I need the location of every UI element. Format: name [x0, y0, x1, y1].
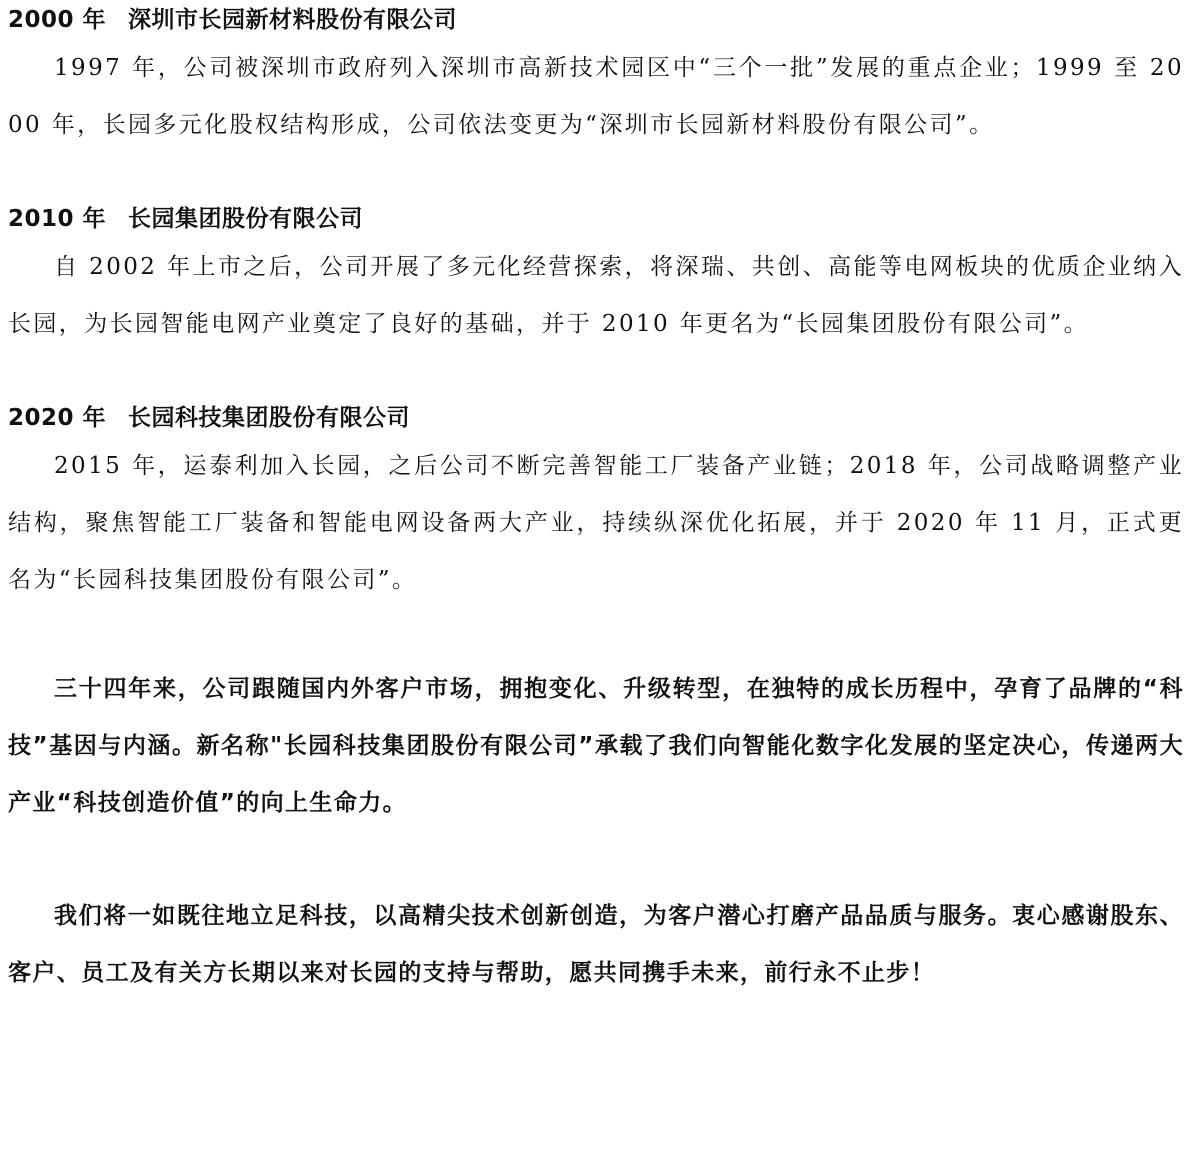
- section-year: 2010 年: [8, 206, 107, 232]
- spacer: [8, 154, 1184, 199]
- section-paragraph: 1997 年，公司被深圳市政府列入深圳市高新技术园区中“三个一批”发展的重点企业；1999 至 2000 年，长园多元化股权结构形成，公司依法变更为“深圳市长园新材料股份有限公司”。: [8, 55, 1184, 138]
- section-heading: [8, 199, 1184, 239]
- section-paragraph: 自 2002 年上市之后，公司开展了多元化经营探索，将深瑞、共创、高能等电网板块的优质企业纳入长园，为长园智能电网产业奠定了良好的基础，并于 2010 年更名为“长园集团股份有限公司”。: [8, 254, 1184, 337]
- section-heading: [8, 0, 1184, 40]
- history-section-2020: [8, 398, 1184, 609]
- history-section-2000: [8, 0, 1184, 154]
- spacer: [8, 609, 1184, 661]
- history-section-2010: [8, 199, 1184, 353]
- section-paragraph: 2015 年，运泰利加入长园，之后公司不断完善智能工厂装备产业链；2018 年，公司战略调整产业结构，聚焦智能工厂装备和智能电网设备两大产业，持续纵深优化拓展，并于 2020 年 11 月，正式更名为“长园科技集团股份有限公司”。: [8, 453, 1184, 593]
- section-year: 2020 年: [8, 405, 107, 431]
- document-page: [8, 0, 1184, 1002]
- section-year: 2000 年: [8, 7, 107, 33]
- closing-paragraph-1: 三十四年来，公司跟随国内外客户市场，拥抱变化、升级转型，在独特的成长历程中，孕育了品牌的“科技”基因与内涵。新名称"长园科技集团股份有限公司”承载了我们向智能化数字化发展的坚定决心，传递两大产业“科技创造价值”的向上生命力。: [8, 676, 1184, 816]
- section-company: 长园集团股份有限公司: [128, 206, 364, 232]
- closing-paragraph-2: 我们将一如既往地立足科技，以高精尖技术创新创造，为客户潜心打磨产品品质与服务。衷心感谢股东、客户、员工及有关方长期以来对长园的支持与帮助，愿共同携手未来，前行永不止步！: [8, 903, 1184, 986]
- section-heading: [8, 398, 1184, 438]
- section-company: 长园科技集团股份有限公司: [128, 405, 411, 431]
- spacer: [8, 832, 1184, 888]
- spacer: [8, 353, 1184, 398]
- section-company: 深圳市长园新材料股份有限公司: [128, 7, 458, 33]
